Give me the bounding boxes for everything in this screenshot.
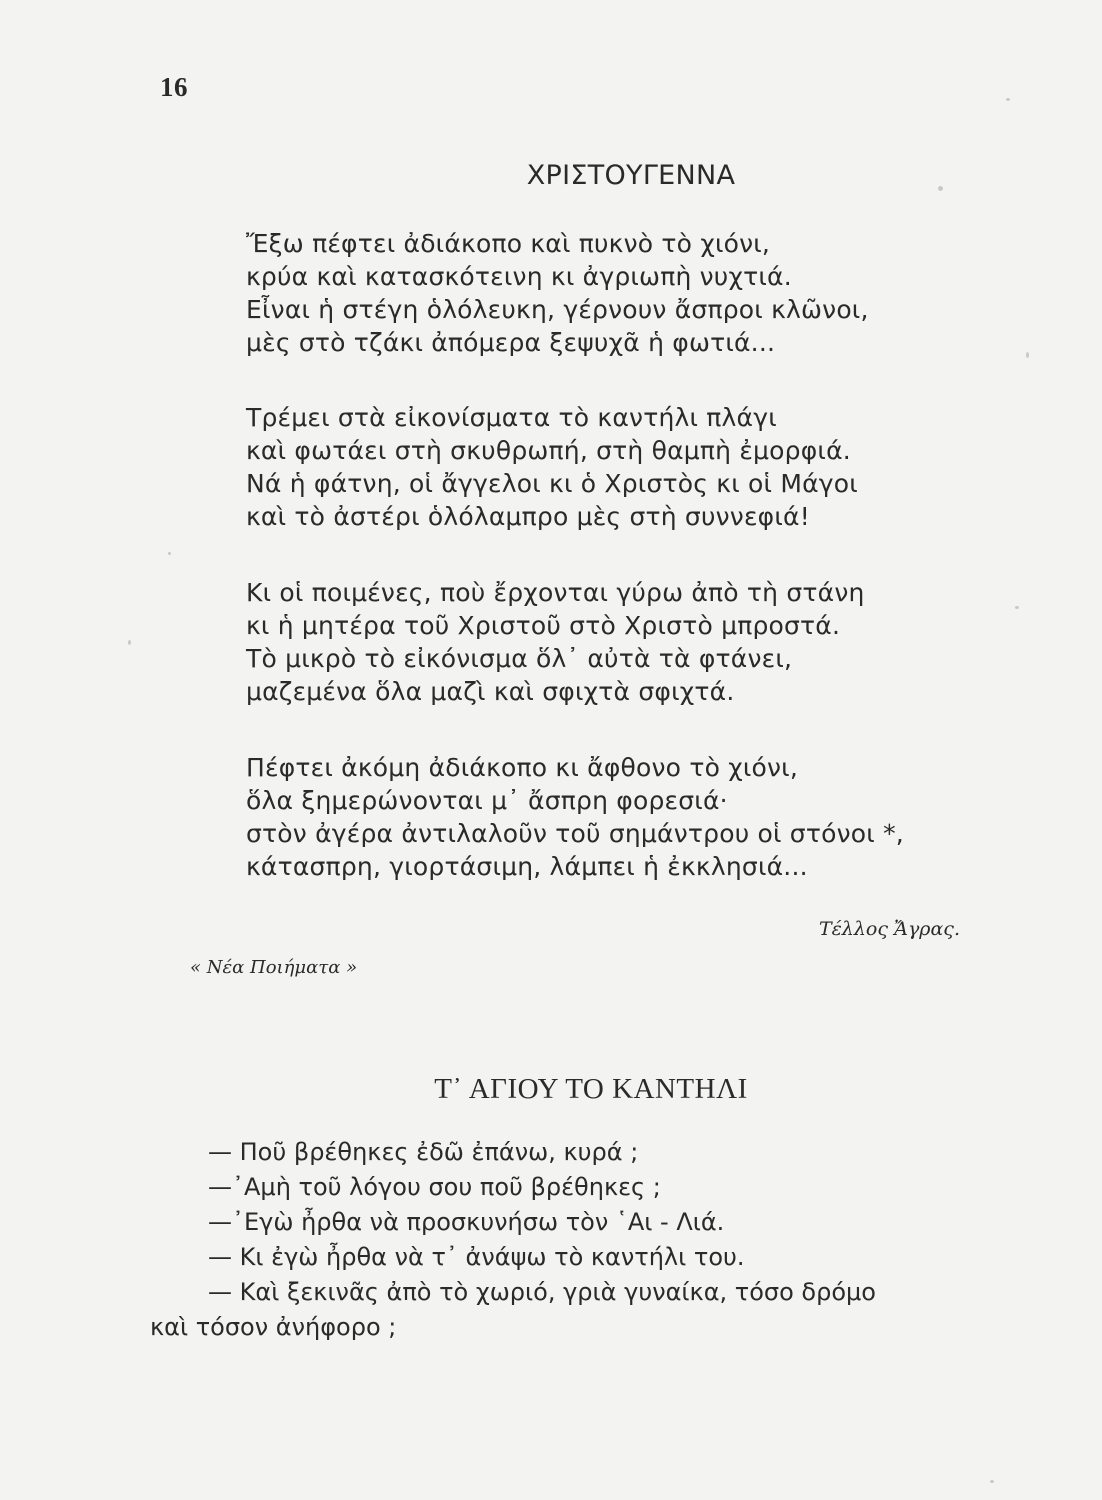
dialogue-text — [150, 1135, 1030, 1345]
poem-stanza-4 — [246, 751, 904, 883]
paper-speck — [128, 640, 131, 645]
poem-line: Τρέμει στὰ εἰκονίσματα τὸ καντήλι πλάγι — [246, 403, 777, 432]
poem-line: κι ἡ μητέρα τοῦ Χριστοῦ στὸ Χριστὸ μπροστά. — [246, 611, 841, 640]
poem-line: Τὸ μικρὸ τὸ εἰκόνισμα ὅλ᾽ αὐτὰ τὰ φτάνει, — [246, 644, 793, 673]
poem-line: Εἶναι ἡ στέγη ὁλόλευκη, γέρνουν ἄσπροι κλῶνοι, — [246, 295, 869, 324]
paper-speck — [168, 552, 171, 555]
poem-line: κρύα καὶ κατασκότεινη κι ἀγριωπὴ νυχτιά. — [246, 262, 792, 291]
poem-line: καὶ φωτάει στὴ σκυθρωπή, στὴ θαμπὴ ἐμορφιά. — [246, 436, 851, 465]
poem-author: Τέλλος Ἄγρας. — [818, 918, 960, 940]
paper-speck — [1015, 606, 1019, 609]
page-number: 16 — [160, 72, 188, 102]
poem-line: Νά ἡ φάτνη, οἱ ἄγγελοι κι ὁ Χριστὸς κι οἱ Μάγοι — [246, 469, 858, 498]
poem-title: ΧΡΙΣΤΟΥΓΕΝΝΑ — [526, 160, 736, 191]
poem-line: μαζεμένα ὅλα μαζὶ καὶ σφιχτὰ σφιχτά. — [246, 677, 735, 706]
paper-speck — [938, 186, 943, 191]
dialogue-line: —᾽Εγὼ ἦρθα νὰ προσκυνήσω τὸν ῾Αι - Λιά. — [208, 1208, 725, 1236]
dialogue-line: — Ποῦ βρέθηκες ἐδῶ ἐπάνω, κυρά ; — [208, 1138, 639, 1166]
poem-line: Πέφτει ἀκόμη ἀδιάκοπο κι ἄφθονο τὸ χιόνι, — [246, 753, 798, 782]
poem-line: Ἔξω πέφτει ἀδιάκοπο καὶ πυκνὸ τὸ χιόνι, — [246, 229, 771, 258]
poem-line: Κι οἱ ποιμένες, ποὺ ἔρχονται γύρω ἀπὸ τὴ στάνη — [246, 578, 865, 607]
poem-stanza-1 — [246, 227, 869, 359]
paper-speck — [1026, 352, 1029, 358]
poem-line: ὅλα ξημερώνονται μ᾽ ἄσπρη φορεσιά· — [246, 786, 728, 815]
dialogue-line: καὶ τόσον ἀνήφορο ; — [150, 1313, 397, 1341]
dialogue-line: —᾽Αμὴ τοῦ λόγου σου ποῦ βρέθηκες ; — [208, 1173, 661, 1201]
poem-line: καὶ τὸ ἀστέρι ὁλόλαμπρο μὲς στὴ συννεφιά! — [246, 502, 810, 531]
poem-stanza-3 — [246, 576, 865, 708]
dialogue-title: Τ᾽ ΑΓΙΟΥ ΤΟ ΚΑΝΤΗΛΙ — [434, 1073, 748, 1105]
poem-line: μὲς στὸ τζάκι ἀπόμερα ξεψυχᾶ ἡ φωτιά... — [246, 328, 776, 357]
paper-speck — [990, 1480, 994, 1483]
poem-line: κάτασπρη, γιορτάσιμη, λάμπει ἡ ἐκκλησιά... — [246, 852, 808, 881]
poem-source: « Νέα Ποιήματα » — [190, 957, 358, 978]
dialogue-line: — Κι ἐγὼ ἦρθα νὰ τ᾽ ἀνάψω τὸ καντήλι του. — [208, 1243, 745, 1271]
poem-line: στὸν ἀγέρα ἀντιλαλοῦν τοῦ σημάντρου οἱ στόνοι *, — [246, 819, 904, 848]
dialogue-line: — Καὶ ξεκινᾶς ἀπὸ τὸ χωριό, γριὰ γυναίκα, τόσο δρόμο — [208, 1278, 876, 1306]
paper-speck — [1006, 98, 1010, 101]
poem-stanza-2 — [246, 401, 858, 533]
